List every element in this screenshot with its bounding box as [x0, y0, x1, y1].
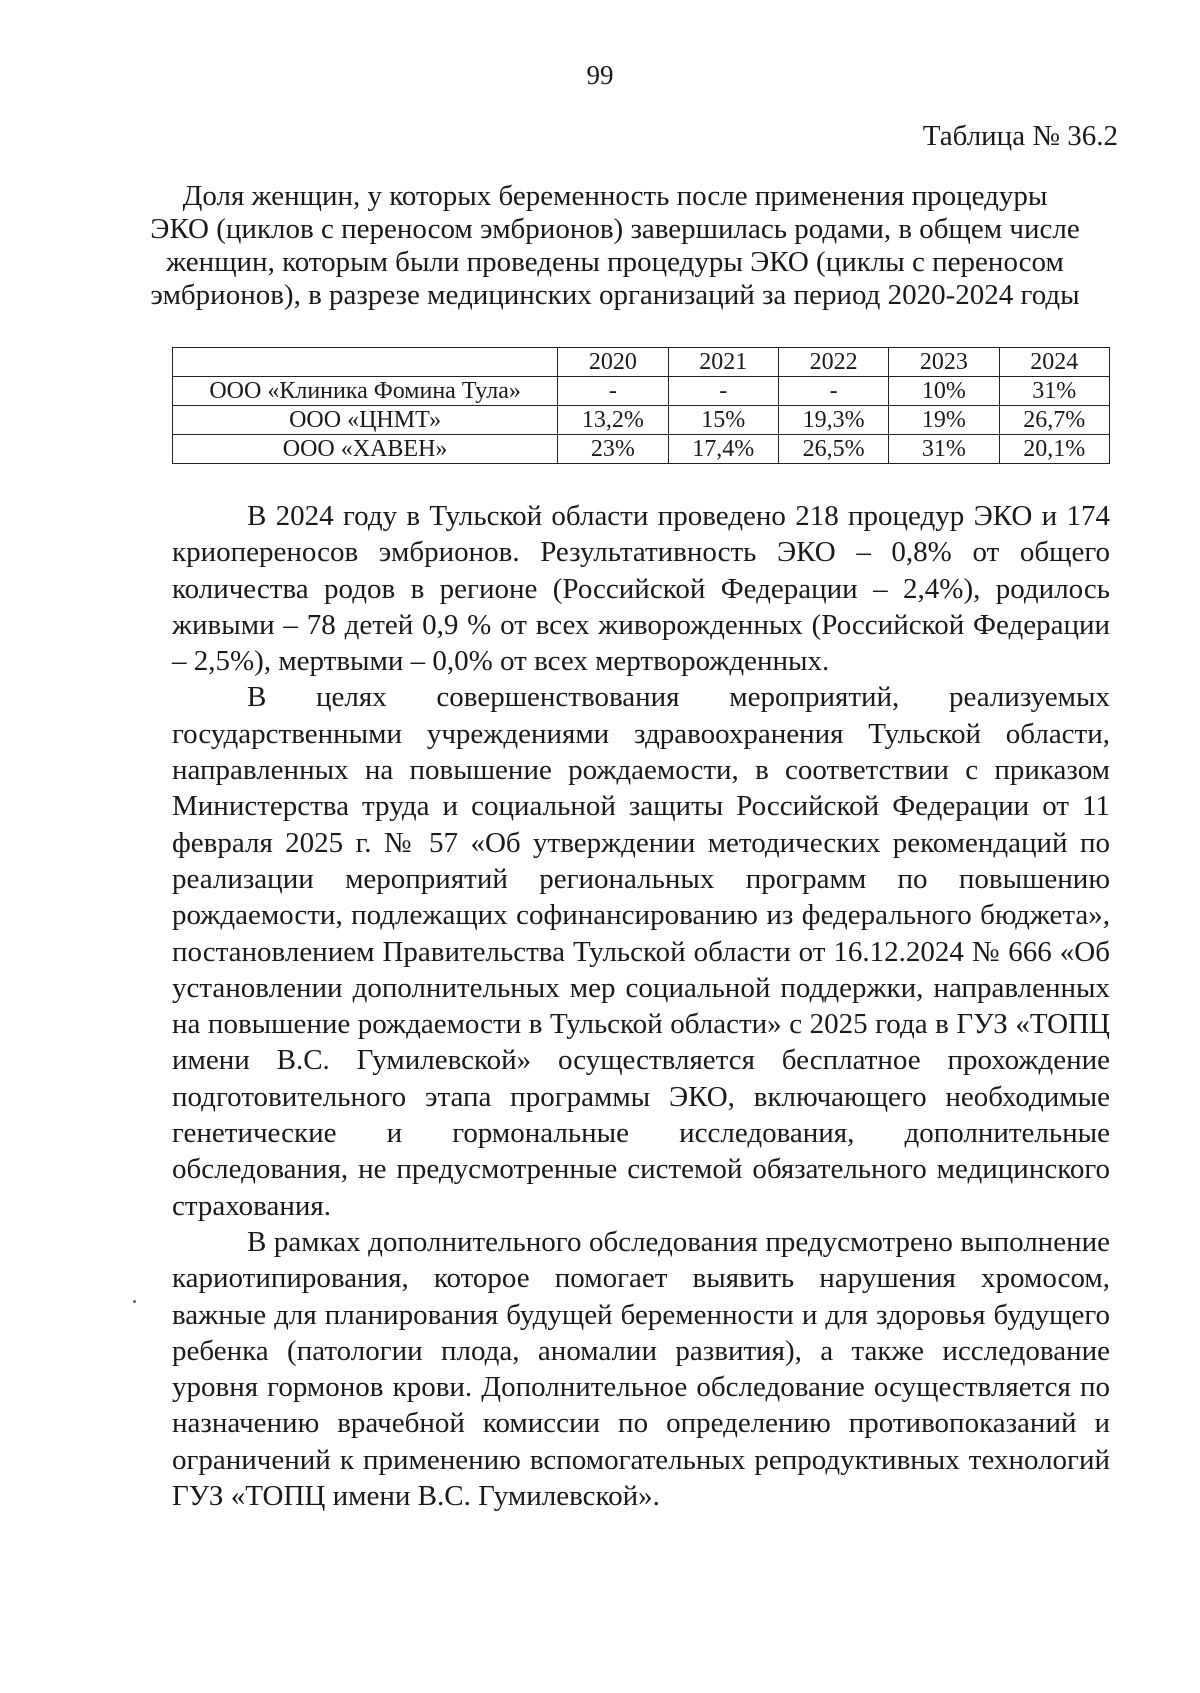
- org-name-cell: ООО «ХАВЕН»: [173, 435, 558, 464]
- value-cell: -: [778, 377, 888, 406]
- header-cell: 2020: [558, 348, 668, 377]
- value-cell: 19%: [889, 406, 999, 435]
- paragraph-karyotyping: В рамках дополнительного обследования предусмотрено выполнение кариотипирования, которое помогает выявить нарушения хромосом, важные для планирования будущей беременности и для здоровья будущего ребенка (патологии плода, аномалии развития), а также исследование уровня гормонов крови. Дополнительное обследование осуществляется по назначению врачебной комиссии по определению противопоказаний и ограничений к применению вспомогательных репродуктивных технологий ГУЗ «ТОПЦ имени В.С. Гумилевской».: [172, 1225, 1110, 1513]
- value-cell: -: [558, 377, 668, 406]
- value-cell: 13,2%: [558, 406, 668, 435]
- header-cell: 2022: [778, 348, 888, 377]
- header-cell: 2024: [999, 348, 1109, 377]
- org-name-cell: ООО «ЦНМТ»: [173, 406, 558, 435]
- value-cell: 10%: [889, 377, 999, 406]
- data-table: [172, 347, 1110, 464]
- table-header-row: [173, 348, 1110, 377]
- header-cell: 2023: [889, 348, 999, 377]
- value-cell: 26,5%: [778, 435, 888, 464]
- paragraph-ivf-results: В 2024 году в Тульской области проведено 218 процедур ЭКО и 174 криопереносов эмбрионов. Результативность ЭКО – 0,8% от общего количества родов в регионе (Российской Федерации – 2,4%), родилось живыми – 78 детей 0,9 % от всех живорожденных (Российской Федерации – 2,5%), мертвыми – 0,0% от всех мертворожденных.: [172, 500, 1110, 678]
- value-cell: 20,1%: [999, 435, 1109, 464]
- table-title: Доля женщин, у которых беременность после применения процедуры ЭКО (циклов с переносом эмбрионов) завершилась родами, в общем числе женщин, которым были проведены процедуры ЭКО (циклы с переносом эмбрионов), в разрезе медицинских организаций за период 2020-2024 годы: [150, 180, 1080, 311]
- table-row: [173, 406, 1110, 435]
- header-cell: [173, 348, 558, 377]
- table-label: Таблица № 36.2: [922, 120, 1118, 152]
- value-cell: 31%: [999, 377, 1109, 406]
- table-row: [173, 435, 1110, 464]
- page-number: 99: [586, 60, 614, 90]
- value-cell: 31%: [889, 435, 999, 464]
- value-cell: 19,3%: [778, 406, 888, 435]
- scan-speck: [133, 1300, 136, 1303]
- value-cell: 17,4%: [668, 435, 778, 464]
- header-cell: 2021: [668, 348, 778, 377]
- value-cell: 23%: [558, 435, 668, 464]
- table-row: [173, 377, 1110, 406]
- body-text: [172, 498, 1110, 1514]
- value-cell: 15%: [668, 406, 778, 435]
- paragraph-ivf-program: В целях совершенствования мероприятий, реализуемых государственными учреждениями здравоохранения Тульской области, направленных на повышение рождаемости, в соответствии с приказом Министерства труда и социальной защиты Российской Федерации от 11 февраля 2025 г. № 57 «Об утверждении методических рекомендаций по реализации мероприятий региональных программ по повышению рождаемости, подлежащих софинансированию из федерального бюджета», постановлением Правительства Тульской области от 16.12.2024 № 666 «Об установлении дополнительных мер социальной поддержки, направленных на повышение рождаемости в Тульской области» с 2025 года в ГУЗ «ТОПЦ имени В.С. Гумилевской» осуществляется бесплатное прохождение подготовительного этапа программы ЭКО, включающего необходимые генетические и гормональные исследования, дополнительные обследования, не предусмотренные системой обязательного медицинского страхования.: [172, 681, 1110, 1222]
- org-name-cell: ООО «Клиника Фомина Тула»: [173, 377, 558, 406]
- value-cell: 26,7%: [999, 406, 1109, 435]
- value-cell: -: [668, 377, 778, 406]
